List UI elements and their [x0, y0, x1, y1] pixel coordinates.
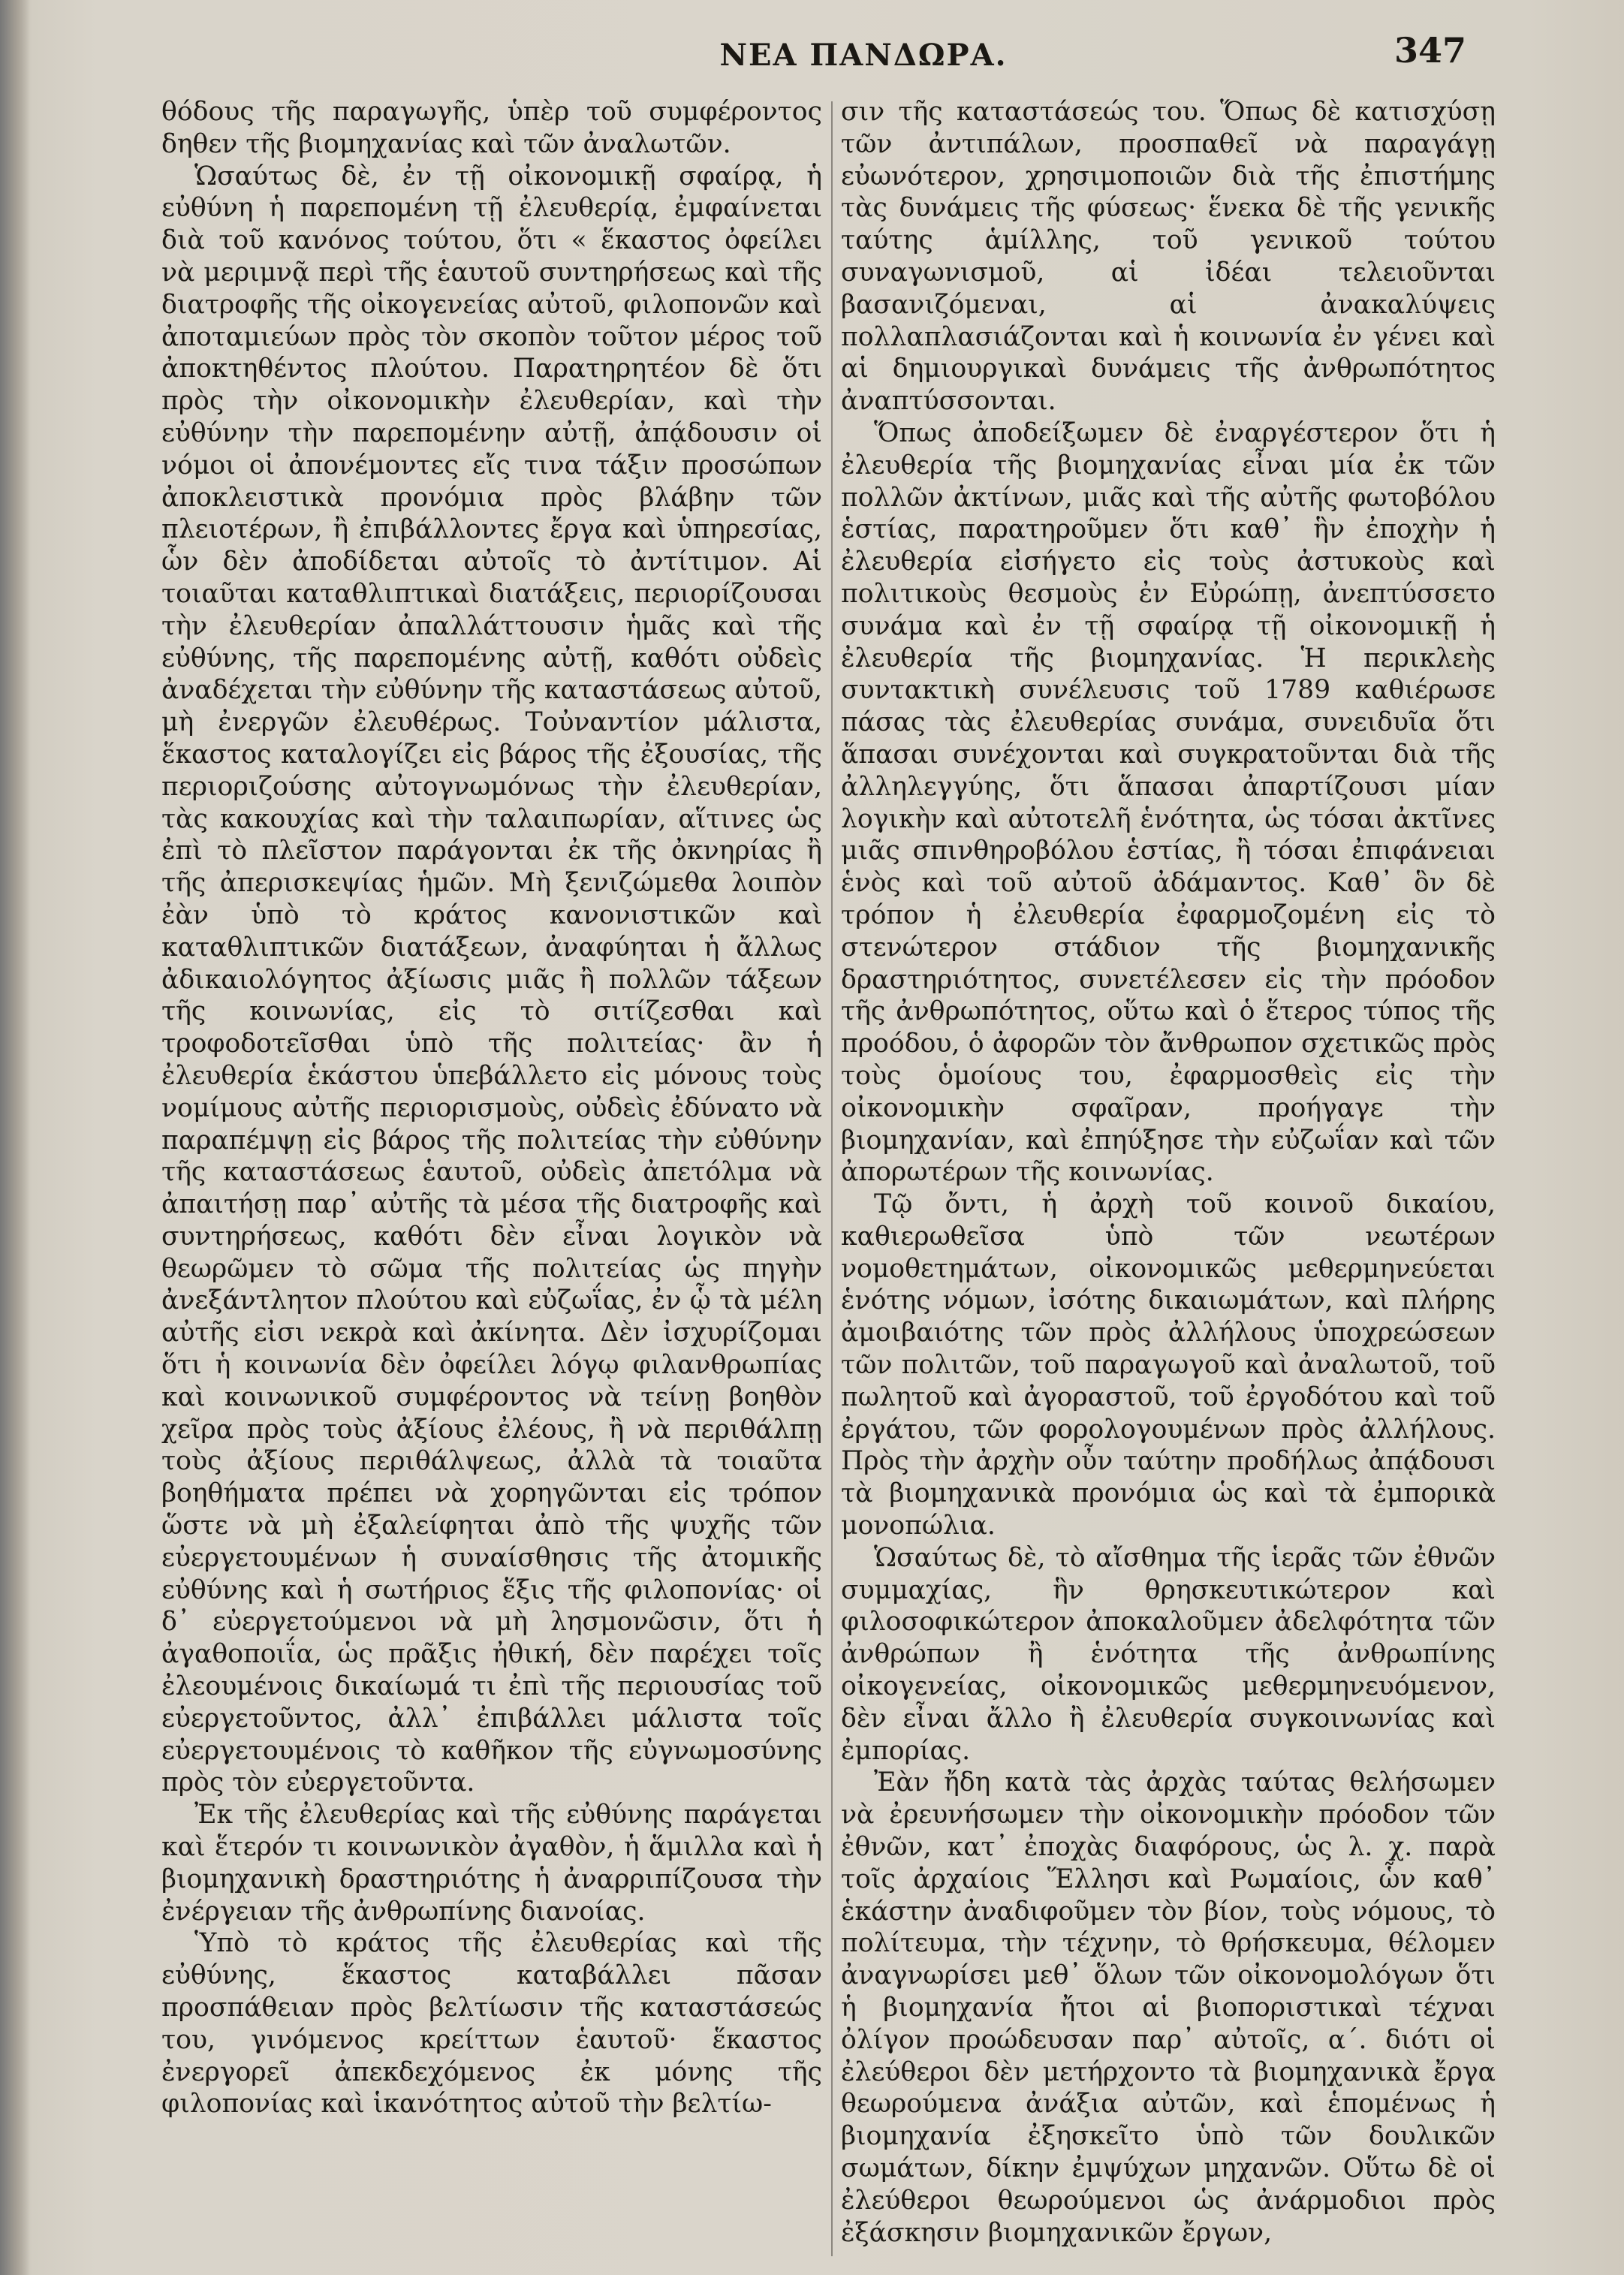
page-header: [0, 30, 1624, 83]
paragraph: Ἐὰν ἤδη κατὰ τὰς ἀρχὰς ταύτας θελήσωμεν νὰ ἐρευνήσωμεν τὴν οἰκονομικὴν πρόοδον τῶν ἐθνῶν, κατ᾽ ἐποχὰς διαφόρους, ὡς λ. χ. παρὰ τοῖς ἀρχαίοις Ἕλλησι καὶ Ρωμαίοις, ὧν καθ᾽ ἑκάστην ἀναδιφοῦμεν τὸν βίον, τοὺς νόμους, τὸ πολίτευμα, τὴν τέχνην, τὸ θρήσκευμα, θέλομεν ἀναγνωρίσει μεθ᾽ ὅλων τῶν οἰκονομολόγων ὅτι ἡ βιομηχανία ἤτοι αἱ βιοποριστικαὶ τέχναι ὀλίγον προώδευσαν παρ᾽ αὐτοῖς, α΄. διότι οἱ ἐλεύθεροι δὲν μετήρχοντο τὰ βιομηχανικὰ ἔργα θεωρούμενα ἀνάξια αὐτῶν, καὶ ἑπομένως ἡ βιομηχανία ἐξησκεῖτο ὑπὸ τῶν δουλικῶν σωμάτων, δίκην ἐμψύχων μηχανῶν. Οὕτω δὲ οἱ ἐλεύθεροι θεωρούμενοι ὡς ἀνάρμοδιοι πρὸς ἐξάσκησιν βιομηχανικῶν ἔργων,: [841, 1767, 1496, 2248]
right-column: [841, 96, 1496, 2258]
page-number: 347: [1394, 30, 1466, 71]
paragraph: Ὑπὸ τὸ κράτος τῆς ἐλευθερίας καὶ τῆς εὐθύνης, ἕκαστος καταβάλλει πᾶσαν προσπάθειαν πρὸς βελτίωσιν τῆς καταστάσεώς του, γινόμενος κρείττων ἑαυτοῦ· ἕκαστος ἐνεργορεῖ ἀπεκδεχόμενος ἐκ μόνης τῆς φιλοπονίας καὶ ἱκανότητος αὐτοῦ τὴν βελτίω-: [161, 1928, 822, 2120]
paragraph: σιν τῆς καταστάσεώς του. Ὅπως δὲ κατισχύσῃ τῶν ἀντιπάλων, προσπαθεῖ νὰ παραγάγῃ εὐωνότερον, χρησιμοποιῶν διὰ τῆς ἐπιστήμης τὰς δυνάμεις τῆς φύσεως· ἕνεκα δὲ τῆς γενικῆς ταύτης ἁμίλλης, τοῦ γενικοῦ τούτου συναγωνισμοῦ, αἱ ἰδέαι τελειοῦνται βασανιζόμεναι, αἱ ἀνακαλύψεις πολλαπλασιάζονται καὶ ἡ κοινωνία ἐν γένει καὶ αἱ δημιουργικαὶ δυνάμεις τῆς ἀνθρωπότητος ἀναπτύσσονται.: [841, 97, 1496, 417]
paragraph: Τῷ ὄντι, ἡ ἀρχὴ τοῦ κοινοῦ δικαίου, καθιερωθεῖσα ὑπὸ τῶν νεωτέρων νομοθετημάτων, οἰκονομικῶς μεθερμηνεύεται ἑνότης νόμων, ἰσότης δικαιωμάτων, καὶ πλήρης ἀμοιβαιότης τῶν πρὸς ἀλλήλους ὑποχρεώσεων τῶν πολιτῶν, τοῦ παραγωγοῦ καὶ ἀναλωτοῦ, τοῦ πωλητοῦ καὶ ἀγοραστοῦ, τοῦ ἐργοδότου καὶ τοῦ ἐργάτου, τῶν φορολογουμένων πρὸς ἀλλήλους. Πρὸς τὴν ἀρχὴν οὖν ταύτην προδήλως ἀπᾴδουσι τὰ βιομηχανικὰ προνόμια ὡς καὶ τὰ ἐμπορικὰ μονοπώλια.: [841, 1189, 1496, 1541]
paragraph: Ὅπως ἀποδείξωμεν δὲ ἐναργέστερον ὅτι ἡ ἐλευθερία τῆς βιομηχανίας εἶναι μία ἐκ τῶν πολλῶν ἀκτίνων, μιᾶς καὶ τῆς αὐτῆς φωτοβόλου ἑστίας, παρατηροῦμεν ὅτι καθ᾽ ἣν ἐποχὴν ἡ ἐλευθερία εἰσήγετο εἰς τοὺς ἀστυκοὺς καὶ πολιτικοὺς θεσμοὺς ἐν Εὐρώπῃ, ἀνεπτύσσετο συνάμα καὶ ἐν τῇ σφαίρᾳ τῇ οἰκονομικῇ ἡ ἐλευθερία τῆς βιομηχανίας. Ἡ περικλεὴς συντακτικὴ συνέλευσις τοῦ 1789 καθιέρωσε πάσας τὰς ἐλευθερίας συνάμα, συνειδυῖα ὅτι ἅπασαι συνέχονται καὶ συγκρατοῦνται διὰ τῆς ἀλληλεγγύης, ὅτι ἅπασαι ἀπαρτίζουσι μίαν λογικὴν καὶ αὐτοτελῆ ἑνότητα, ὡς τόσαι ἀκτῖνες μιᾶς σπινθηροβόλου ἑστίας, ἢ τόσαι ἐπιφάνειαι ἑνὸς καὶ τοῦ αὐτοῦ ἀδάμαντος. Καθ᾽ ὃν δὲ τρόπον ἡ ἐλευθερία ἐφαρμοζομένη εἰς τὸ στενώτερον στάδιον τῆς βιομηχανικῆς δραστηριότητος, συνετέλεσεν εἰς τὴν πρόοδον τῆς ἀνθρωπότητος, οὕτω καὶ ὁ ἕτερος τύπος τῆς προόδου, ὁ ἀφορῶν τὸν ἄνθρωπον σχετικῶς πρὸς τοὺς ὁμοίους του, ἐφαρμοσθεὶς εἰς τὴν οἰκονομικὴν σφαῖραν, προήγαγε τὴν βιομηχανίαν, καὶ ἐπηύξησε τὴν εὐζωΐαν καὶ τῶν ἀπορωτέρων τῆς κοινωνίας.: [841, 417, 1496, 1188]
paragraph: Ὡσαύτως δὲ, ἐν τῇ οἰκονομικῇ σφαίρᾳ, ἡ εὐθύνη ἡ παρεπομένη τῇ ἐλευθερίᾳ, ἐμφαίνεται διὰ τοῦ κανόνος τούτου, ὅτι « ἕκαστος ὀφείλει νὰ μεριμνᾷ περὶ τῆς ἑαυτοῦ συντηρήσεως καὶ τῆς διατροφῆς τῆς οἰκογενείας αὐτοῦ, φιλοπονῶν καὶ ἀποταμιεύων πρὸς τὸν σκοπὸν τοῦτον μέρος τοῦ ἀποκτηθέντος πλούτου. Παρατηρητέον δὲ ὅτι πρὸς τὴν οἰκονομικὴν ἐλευθερίαν, καὶ τὴν εὐθύνην τὴν παρεπομένην αὐτῇ, ἀπᾴδουσιν οἱ νόμοι οἱ ἀπονέμοντες εἴς τινα τάξιν προσώπων ἀποκλειστικὰ προνόμια πρὸς βλάβην τῶν πλειοτέρων, ἢ ἐπιβάλλοντες ἔργα καὶ ὑπηρεσίας, ὧν δὲν ἀποδίδεται αὐτοῖς τὸ ἀντίτιμον. Αἱ τοιαῦται καταθλιπτικαὶ διατάξεις, περιορίζουσαι τὴν ἐλευθερίαν ἀπαλλάττουσιν ἡμᾶς καὶ τῆς εὐθύνης, τῆς παρεπομένης αὐτῇ, καθότι οὐδεὶς ἀναδέχεται τὴν εὐθύνην τῆς καταστάσεως αὐτοῦ, μὴ ἐνεργῶν ἐλευθέρως. Τοὐναντίον μάλιστα, ἕκαστος καταλογίζει εἰς βάρος τῆς ἐξουσίας, τῆς περιοριζούσης αὐτογνωμόνως τὴν ἐλευθερίαν, τὰς κακουχίας καὶ τὴν ταλαιπωρίαν, αἵτινες ὡς ἐπὶ τὸ πλεῖστον παράγονται ἐκ τῆς ὀκνηρίας ἢ τῆς ἀπερισκεψίας ἡμῶν. Μὴ ξενιζώμεθα λοιπὸν ἐὰν ὑπὸ τὸ κράτος κανονιστικῶν καὶ καταθλιπτικῶν διατάξεων, ἀναφύηται ἡ ἄλλως ἀδικαιολόγητος ἀξίωσις μιᾶς ἢ πολλῶν τάξεων τῆς κοινωνίας, εἰς τὸ σιτίζεσθαι καὶ τροφοδοτεῖσθαι ὑπὸ τῆς πολιτείας· ἂν ἡ ἐλευθερία ἑκάστου ὑπεβάλλετο εἰς μόνους τοὺς νομίμους αὐτῆς περιορισμοὺς, οὐδεὶς ἐδύνατο νὰ παραπέμψῃ εἰς βάρος τῆς πολιτείας τὴν εὐθύνην τῆς καταστάσεως ἑαυτοῦ, οὐδεὶς ἀπετόλμα νὰ ἀπαιτήσῃ παρ᾽ αὐτῆς τὰ μέσα τῆς διατροφῆς καὶ συντηρήσεως, καθότι δὲν εἶναι λογικὸν νὰ θεωρῶμεν τὸ σῶμα τῆς πολιτείας ὡς πηγὴν ἀνεξάντλητον πλούτου καὶ εὐζωΐας, ἐν ᾧ τὰ μέλη αὐτῆς εἰσι νεκρὰ καὶ ἀκίνητα. Δὲν ἰσχυρίζομαι ὅτι ἡ κοινωνία δὲν ὀφείλει λόγῳ φιλανθρωπίας καὶ κοινωνικοῦ συμφέροντος νὰ τείνῃ βοηθὸν χεῖρα πρὸς τοὺς ἀξίους ἐλέους, ἢ νὰ περιθάλπῃ τοὺς ἀξίους περιθάλψεως, ἀλλὰ τὰ τοιαῦτα βοηθήματα πρέπει νὰ χορηγῶνται εἰς τρόπον ὥστε νὰ μὴ ἐξαλείφηται ἀπὸ τῆς ψυχῆς τῶν εὐεργετουμένων ἡ συναίσθησις τῆς ἀτομικῆς εὐθύνης καὶ ἡ σωτήριος ἕξις τῆς φιλοπονίας· οἱ δ᾽ εὐεργετούμενοι νὰ μὴ λησμονῶσιν, ὅτι ἡ ἀγαθοποιΐα, ὡς πρᾶξις ἠθική, δὲν παρέχει τοῖς ἐλεουμένοις δικαίωμά τι ἐπὶ τῆς περιουσίας τοῦ εὐεργετοῦντος, ἀλλ᾽ ἐπιβάλλει μάλιστα τοῖς εὐεργετουμένοις τὸ καθῆκον τῆς εὐγνωμοσύνης πρὸς τὸν εὐεργετοῦντα.: [161, 161, 822, 1798]
paragraph: θόδους τῆς παραγωγῆς, ὑπὲρ τοῦ συμφέροντος δηθεν τῆς βιομηχανίας καὶ τῶν ἀναλωτῶν.: [161, 97, 822, 159]
page-spine-shadow: [0, 0, 30, 2275]
journal-title: ΝΕΑ ΠΑΝΔΩΡΑ.: [719, 38, 1008, 73]
column-divider: [831, 101, 833, 2256]
paragraph: Ἐκ τῆς ἐλευθερίας καὶ τῆς εὐθύνης παράγεται καὶ ἕτερόν τι κοινωνικὸν ἀγαθὸν, ἡ ἅμιλλα καὶ ἡ βιομηχανικὴ δραστηριότης ἡ ἀναρριπίζουσα τὴν ἐνέργειαν τῆς ἀνθρωπίνης διανοίας.: [161, 1800, 822, 1927]
left-column: [161, 96, 822, 2258]
paragraph: Ὡσαύτως δὲ, τὸ αἴσθημα τῆς ἱερᾶς τῶν ἐθνῶν συμμαχίας, ἣν θρησκευτικώτερον καὶ φιλοσοφικώτερον ἀποκαλοῦμεν ἀδελφότητα τῶν ἀνθρώπων ἢ ἑνότητα τῆς ἀνθρωπίνης οἰκογενείας, οἰκονομικῶς μεθερμηνευόμενον, δὲν εἶναι ἄλλο ἢ ἐλευθερία συγκοινωνίας καὶ ἐμπορίας.: [841, 1542, 1496, 1766]
